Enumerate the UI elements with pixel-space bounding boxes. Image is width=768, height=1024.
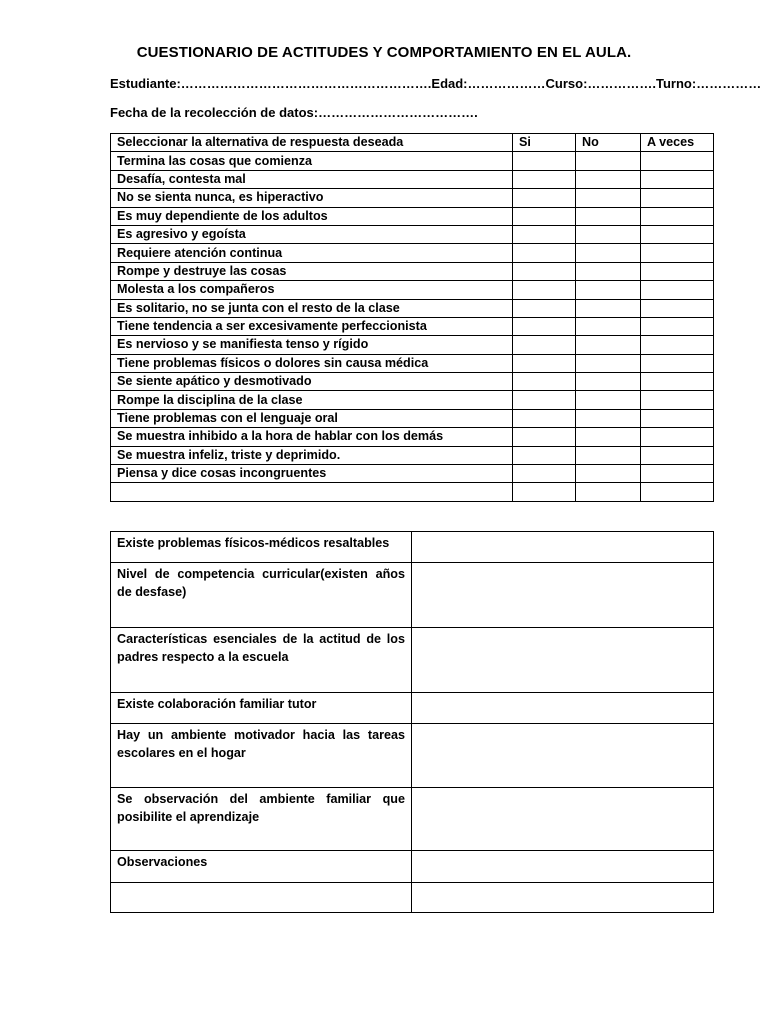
answer-cell-yes[interactable]	[513, 373, 576, 391]
answer-cell-sometimes[interactable]	[641, 170, 714, 188]
answer-cell-sometimes[interactable]	[641, 262, 714, 280]
answer-cell-yes[interactable]	[513, 170, 576, 188]
checklist-row	[111, 373, 714, 391]
answer-cell-no[interactable]	[576, 317, 641, 335]
checklist-item-label: Se muestra inhibido a la hora de hablar con los demás	[111, 428, 513, 446]
column-header-item: Seleccionar la alternativa de respuesta deseada	[111, 134, 513, 152]
checklist-row	[111, 336, 714, 354]
answer-cell-sometimes[interactable]	[641, 317, 714, 335]
details-answer-cell[interactable]	[412, 724, 714, 788]
answer-cell-no[interactable]	[576, 262, 641, 280]
answer-cell-no[interactable]	[576, 170, 641, 188]
answer-cell-yes[interactable]	[513, 446, 576, 464]
checklist-row	[111, 391, 714, 409]
checklist-row	[111, 428, 714, 446]
checklist-row	[111, 483, 714, 501]
checklist-row	[111, 281, 714, 299]
answer-cell-yes[interactable]	[513, 483, 576, 501]
details-answer-cell[interactable]	[412, 693, 714, 724]
details-row-label: Nivel de competencia curricular(existen años de desfase)	[111, 563, 412, 628]
checklist-row	[111, 299, 714, 317]
answer-cell-no[interactable]	[576, 354, 641, 372]
answer-cell-no[interactable]	[576, 336, 641, 354]
column-header-sometimes: A veces	[641, 134, 714, 152]
answer-cell-no[interactable]	[576, 373, 641, 391]
behavior-checklist-table	[110, 133, 714, 502]
checklist-item-label: Se siente apático y desmotivado	[111, 373, 513, 391]
checklist-item-label: Rompe y destruye las cosas	[111, 262, 513, 280]
answer-cell-sometimes[interactable]	[641, 152, 714, 170]
column-header-no: No	[576, 134, 641, 152]
details-row-label: Se observación del ambiente familiar que posibilite el aprendizaje	[111, 788, 412, 851]
answer-cell-sometimes[interactable]	[641, 207, 714, 225]
answer-cell-sometimes[interactable]	[641, 373, 714, 391]
checklist-row	[111, 152, 714, 170]
details-answer-cell[interactable]	[412, 628, 714, 693]
details-row	[111, 724, 714, 788]
details-row	[111, 883, 714, 913]
checklist-item-label	[111, 483, 513, 501]
details-answer-cell[interactable]	[412, 532, 714, 563]
answer-cell-yes[interactable]	[513, 354, 576, 372]
checklist-item-label: Se muestra infeliz, triste y deprimido.	[111, 446, 513, 464]
checklist-item-label: Tiene tendencia a ser excesivamente perfeccionista	[111, 317, 513, 335]
checklist-row	[111, 244, 714, 262]
answer-cell-yes[interactable]	[513, 244, 576, 262]
answer-cell-sometimes[interactable]	[641, 336, 714, 354]
details-row	[111, 851, 714, 883]
details-row-label	[111, 883, 412, 913]
answer-cell-no[interactable]	[576, 465, 641, 483]
answer-cell-no[interactable]	[576, 483, 641, 501]
collection-date-line: Fecha de la recolección de datos:……………………………….	[110, 105, 478, 120]
answer-cell-no[interactable]	[576, 409, 641, 427]
checklist-item-label: Es agresivo y egoísta	[111, 225, 513, 243]
answer-cell-sometimes[interactable]	[641, 244, 714, 262]
answer-cell-yes[interactable]	[513, 281, 576, 299]
answer-cell-no[interactable]	[576, 189, 641, 207]
checklist-row	[111, 170, 714, 188]
answer-cell-no[interactable]	[576, 391, 641, 409]
details-row	[111, 788, 714, 851]
checklist-item-label: Tiene problemas físicos o dolores sin causa médica	[111, 354, 513, 372]
answer-cell-no[interactable]	[576, 281, 641, 299]
answer-cell-sometimes[interactable]	[641, 428, 714, 446]
details-row	[111, 532, 714, 563]
details-row	[111, 563, 714, 628]
checklist-row	[111, 262, 714, 280]
answer-cell-yes[interactable]	[513, 317, 576, 335]
checklist-row	[111, 354, 714, 372]
details-row-label: Observaciones	[111, 851, 412, 883]
checklist-row	[111, 207, 714, 225]
checklist-row	[111, 317, 714, 335]
answer-cell-sometimes[interactable]	[641, 391, 714, 409]
answer-cell-no[interactable]	[576, 299, 641, 317]
checklist-item-label: Es nervioso y se manifiesta tenso y rígido	[111, 336, 513, 354]
details-row	[111, 628, 714, 693]
details-row	[111, 693, 714, 724]
checklist-header-row	[111, 134, 714, 152]
answer-cell-sometimes[interactable]	[641, 446, 714, 464]
checklist-item-label: Es solitario, no se junta con el resto de la clase	[111, 299, 513, 317]
answer-cell-no[interactable]	[576, 244, 641, 262]
answer-cell-no[interactable]	[576, 428, 641, 446]
details-row-label: Características esenciales de la actitud de los padres respecto a la escuela	[111, 628, 412, 693]
checklist-row	[111, 225, 714, 243]
details-answer-cell[interactable]	[412, 883, 714, 913]
checklist-row	[111, 409, 714, 427]
details-answer-cell[interactable]	[412, 851, 714, 883]
checklist-item-label: Tiene problemas con el lenguaje oral	[111, 409, 513, 427]
details-row-label: Existe problemas físicos-médicos resaltables	[111, 532, 412, 563]
checklist-row	[111, 189, 714, 207]
answer-cell-sometimes[interactable]	[641, 465, 714, 483]
checklist-item-label: Molesta a los compañeros	[111, 281, 513, 299]
checklist-item-label: Piensa y dice cosas incongruentes	[111, 465, 513, 483]
checklist-item-label: Es muy dependiente de los adultos	[111, 207, 513, 225]
answer-cell-yes[interactable]	[513, 299, 576, 317]
details-row-label: Hay un ambiente motivador hacia las tareas escolares en el hogar	[111, 724, 412, 788]
answer-cell-yes[interactable]	[513, 152, 576, 170]
details-answer-cell[interactable]	[412, 788, 714, 851]
answer-cell-no[interactable]	[576, 152, 641, 170]
answer-cell-yes[interactable]	[513, 189, 576, 207]
answer-cell-yes[interactable]	[513, 225, 576, 243]
answer-cell-yes[interactable]	[513, 262, 576, 280]
answer-cell-sometimes[interactable]	[641, 225, 714, 243]
answer-cell-yes[interactable]	[513, 409, 576, 427]
student-info-line: Estudiante:………………………………………………….Edad:………………Curso:…………….Turno:……………	[110, 76, 762, 91]
details-row-label: Existe colaboración familiar tutor	[111, 693, 412, 724]
answer-cell-sometimes[interactable]	[641, 281, 714, 299]
answer-cell-sometimes[interactable]	[641, 483, 714, 501]
answer-cell-sometimes[interactable]	[641, 189, 714, 207]
answer-cell-yes[interactable]	[513, 207, 576, 225]
checklist-row	[111, 465, 714, 483]
checklist-row	[111, 446, 714, 464]
document-title: CUESTIONARIO DE ACTITUDES Y COMPORTAMIENTO EN EL AULA.	[136, 44, 632, 61]
checklist-item-label: No se sienta nunca, es hiperactivo	[111, 189, 513, 207]
checklist-item-label: Desafía, contesta mal	[111, 170, 513, 188]
details-answer-cell[interactable]	[412, 563, 714, 628]
checklist-item-label: Termina las cosas que comienza	[111, 152, 513, 170]
answer-cell-yes[interactable]	[513, 336, 576, 354]
answer-cell-yes[interactable]	[513, 465, 576, 483]
column-header-yes: Si	[513, 134, 576, 152]
answer-cell-yes[interactable]	[513, 428, 576, 446]
answer-cell-no[interactable]	[576, 225, 641, 243]
answer-cell-no[interactable]	[576, 207, 641, 225]
answer-cell-yes[interactable]	[513, 391, 576, 409]
answer-cell-sometimes[interactable]	[641, 299, 714, 317]
answer-cell-sometimes[interactable]	[641, 354, 714, 372]
checklist-item-label: Rompe la disciplina de la clase	[111, 391, 513, 409]
answer-cell-sometimes[interactable]	[641, 409, 714, 427]
checklist-item-label: Requiere atención continua	[111, 244, 513, 262]
answer-cell-no[interactable]	[576, 446, 641, 464]
observation-details-table	[110, 531, 714, 913]
